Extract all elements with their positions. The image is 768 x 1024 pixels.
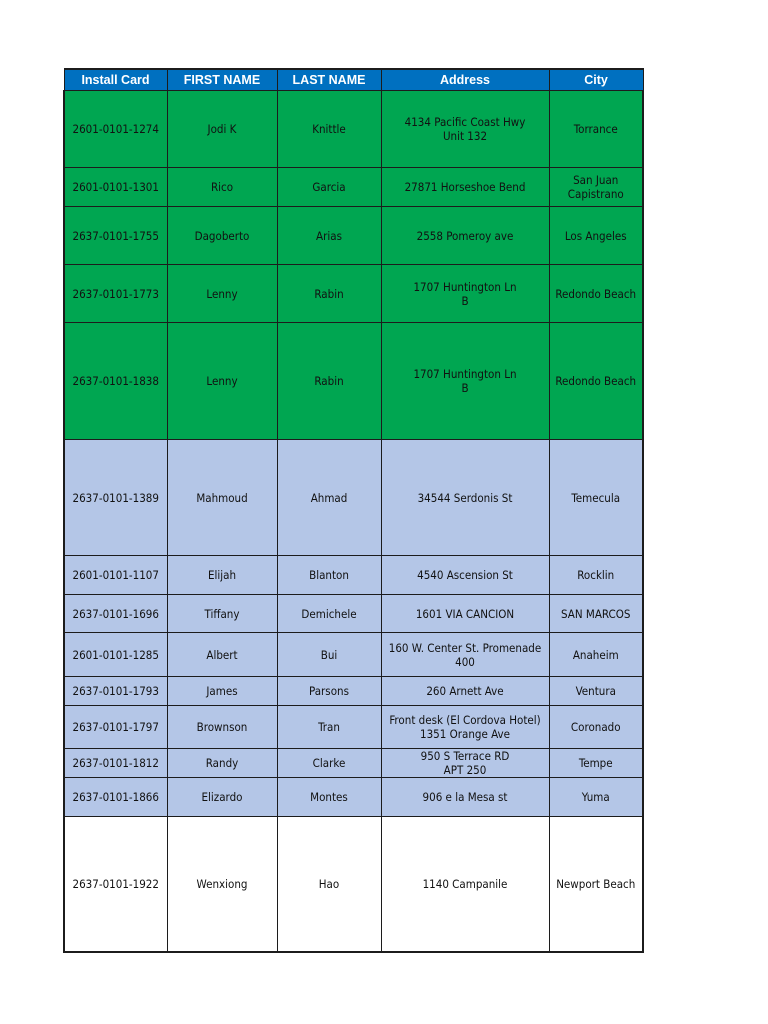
address-cell: 4540 Ascension St — [381, 556, 549, 595]
table-row — [64, 778, 643, 817]
table-row — [64, 706, 643, 749]
last-name-cell: Clarke — [277, 749, 381, 778]
first-name-cell: Lenny — [167, 323, 277, 440]
last-name-cell: Garcia — [277, 168, 381, 207]
address-cell: 1140 Campanile — [381, 817, 549, 952]
install-card-cell: 2601-0101-1301 — [64, 168, 167, 207]
city-cell: Newport Beach — [549, 817, 643, 952]
city-cell: Torrance — [549, 91, 643, 168]
first-name-cell: Elizardo — [167, 778, 277, 817]
first-name-cell: Wenxiong — [167, 817, 277, 952]
first-name-cell: Tiffany — [167, 595, 277, 633]
address-cell: Front desk (El Cordova Hotel) 1351 Orange Ave — [381, 706, 549, 749]
table-row — [64, 91, 643, 168]
table-header — [64, 69, 643, 91]
table-row — [64, 556, 643, 595]
city-cell: Yuma — [549, 778, 643, 817]
last-name-cell: Parsons — [277, 677, 381, 706]
address-cell: 906 e la Mesa st — [381, 778, 549, 817]
city-cell: San Juan Capistrano — [549, 168, 643, 207]
first-name-cell: Jodi K — [167, 91, 277, 168]
table-body — [64, 91, 643, 952]
city-cell: Redondo Beach — [549, 323, 643, 440]
table-row — [64, 168, 643, 207]
table-row — [64, 207, 643, 265]
table-row — [64, 265, 643, 323]
install-card-cell: 2601-0101-1274 — [64, 91, 167, 168]
install-card-cell: 2601-0101-1285 — [64, 633, 167, 677]
address-cell: 950 S Terrace RD APT 250 — [381, 749, 549, 778]
first-name-cell: Lenny — [167, 265, 277, 323]
city-cell: SAN MARCOS — [549, 595, 643, 633]
city-cell: Tempe — [549, 749, 643, 778]
install-card-table — [63, 68, 644, 953]
last-name-cell: Blanton — [277, 556, 381, 595]
install-card-cell: 2637-0101-1755 — [64, 207, 167, 265]
address-cell: 34544 Serdonis St — [381, 440, 549, 556]
first-name-cell: Elijah — [167, 556, 277, 595]
header-row — [64, 69, 643, 91]
city-cell: Coronado — [549, 706, 643, 749]
first-name-cell: Rico — [167, 168, 277, 207]
first-name-cell: Mahmoud — [167, 440, 277, 556]
last-name-cell: Rabin — [277, 323, 381, 440]
address-cell: 1601 VIA CANCION — [381, 595, 549, 633]
address-cell: 160 W. Center St. Promenade 400 — [381, 633, 549, 677]
first-name-cell: Dagoberto — [167, 207, 277, 265]
first-name-cell: Randy — [167, 749, 277, 778]
last-name-cell: Demichele — [277, 595, 381, 633]
table-row — [64, 749, 643, 778]
first-name-cell: Brownson — [167, 706, 277, 749]
header-first-name: FIRST NAME — [167, 69, 277, 91]
header-address: Address — [381, 69, 549, 91]
install-card-cell: 2637-0101-1866 — [64, 778, 167, 817]
last-name-cell: Arias — [277, 207, 381, 265]
city-cell: Anaheim — [549, 633, 643, 677]
table-row — [64, 677, 643, 706]
address-cell: 27871 Horseshoe Bend — [381, 168, 549, 207]
city-cell: Redondo Beach — [549, 265, 643, 323]
address-cell: 2558 Pomeroy ave — [381, 207, 549, 265]
table-row — [64, 323, 643, 440]
city-cell: Rocklin — [549, 556, 643, 595]
last-name-cell: Bui — [277, 633, 381, 677]
table-row — [64, 633, 643, 677]
install-card-cell: 2637-0101-1389 — [64, 440, 167, 556]
header-last-name: LAST NAME — [277, 69, 381, 91]
header-install-card: Install Card — [64, 69, 167, 91]
last-name-cell: Rabin — [277, 265, 381, 323]
address-cell: 1707 Huntington Ln B — [381, 323, 549, 440]
last-name-cell: Knittle — [277, 91, 381, 168]
table-row — [64, 595, 643, 633]
install-card-cell: 2637-0101-1773 — [64, 265, 167, 323]
city-cell: Ventura — [549, 677, 643, 706]
last-name-cell: Tran — [277, 706, 381, 749]
install-card-cell: 2601-0101-1107 — [64, 556, 167, 595]
first-name-cell: James — [167, 677, 277, 706]
install-card-cell: 2637-0101-1797 — [64, 706, 167, 749]
first-name-cell: Albert — [167, 633, 277, 677]
install-card-cell: 2637-0101-1793 — [64, 677, 167, 706]
install-card-cell: 2637-0101-1838 — [64, 323, 167, 440]
install-card-cell: 2637-0101-1812 — [64, 749, 167, 778]
last-name-cell: Ahmad — [277, 440, 381, 556]
address-cell: 1707 Huntington Ln B — [381, 265, 549, 323]
last-name-cell: Hao — [277, 817, 381, 952]
install-card-cell: 2637-0101-1696 — [64, 595, 167, 633]
table-row — [64, 440, 643, 556]
city-cell: Los Angeles — [549, 207, 643, 265]
address-cell: 260 Arnett Ave — [381, 677, 549, 706]
header-city: City — [549, 69, 643, 91]
install-card-cell: 2637-0101-1922 — [64, 817, 167, 952]
table-row — [64, 817, 643, 952]
address-cell: 4134 Pacific Coast Hwy Unit 132 — [381, 91, 549, 168]
last-name-cell: Montes — [277, 778, 381, 817]
city-cell: Temecula — [549, 440, 643, 556]
